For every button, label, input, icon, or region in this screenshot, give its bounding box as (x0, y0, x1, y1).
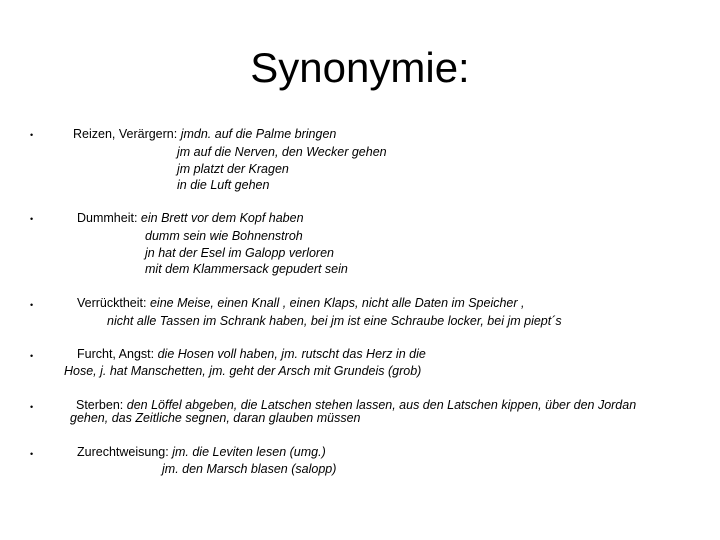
item-text: jn hat der Esel im Galopp verloren (145, 246, 334, 260)
item-text: die Hosen voll haben, jm. rutscht das Herz in die (157, 347, 426, 361)
bullet-icon: • (30, 300, 34, 310)
item-text: jm platzt der Kragen (177, 162, 289, 176)
bullet-icon: • (30, 449, 34, 459)
item-text: jmdn. auf die Palme bringen (180, 127, 337, 141)
item-text: Hose, j. hat Manschetten, jm. geht der Arsch mit Grundeis (grob) (64, 364, 422, 378)
bullet-icon: • (30, 351, 34, 361)
item-line (77, 346, 426, 362)
item-line (77, 295, 525, 311)
item-line (77, 210, 304, 226)
item-text: gehen, das Zeitliche segnen, daran glauben müssen (70, 411, 361, 425)
item-label: Sterben: (76, 398, 124, 412)
item-text: jm. die Leviten lesen (umg.) (172, 445, 326, 459)
item-text: ein Brett vor dem Kopf haben (140, 211, 304, 225)
item-line (73, 126, 336, 142)
item-text: den Löffel abgeben, die Latschen stehen lassen, aus den Latschen kippen, über den Jordan (126, 398, 637, 412)
bullet-icon: • (30, 214, 34, 224)
slide-title: Synonymie: (250, 44, 470, 91)
item-text: nicht alle Tassen im Schrank haben, bei jm ist eine Schraube locker, bei jm piept´s (107, 314, 562, 328)
item-text: eine Meise, einen Knall , einen Klaps, nicht alle Daten im Speicher , (149, 296, 525, 310)
item-label: Reizen, Verärgern: (73, 127, 178, 141)
item-text: mit dem Klammersack gepudert sein (145, 262, 348, 276)
item-line (77, 444, 326, 460)
item-text: dumm sein wie Bohnenstroh (145, 229, 303, 243)
item-text: jm. den Marsch blasen (salopp) (162, 462, 337, 476)
item-label: Furcht, Angst: (77, 347, 155, 361)
item-label: Zurechtweisung: (77, 445, 169, 459)
item-text: in die Luft gehen (177, 178, 270, 192)
item-text: jm auf die Nerven, den Wecker gehen (177, 145, 387, 159)
item-label: Dummheit: (77, 211, 138, 225)
bullet-icon: • (30, 130, 34, 140)
item-label: Verrücktheit: (77, 296, 147, 310)
bullet-icon: • (30, 402, 34, 412)
